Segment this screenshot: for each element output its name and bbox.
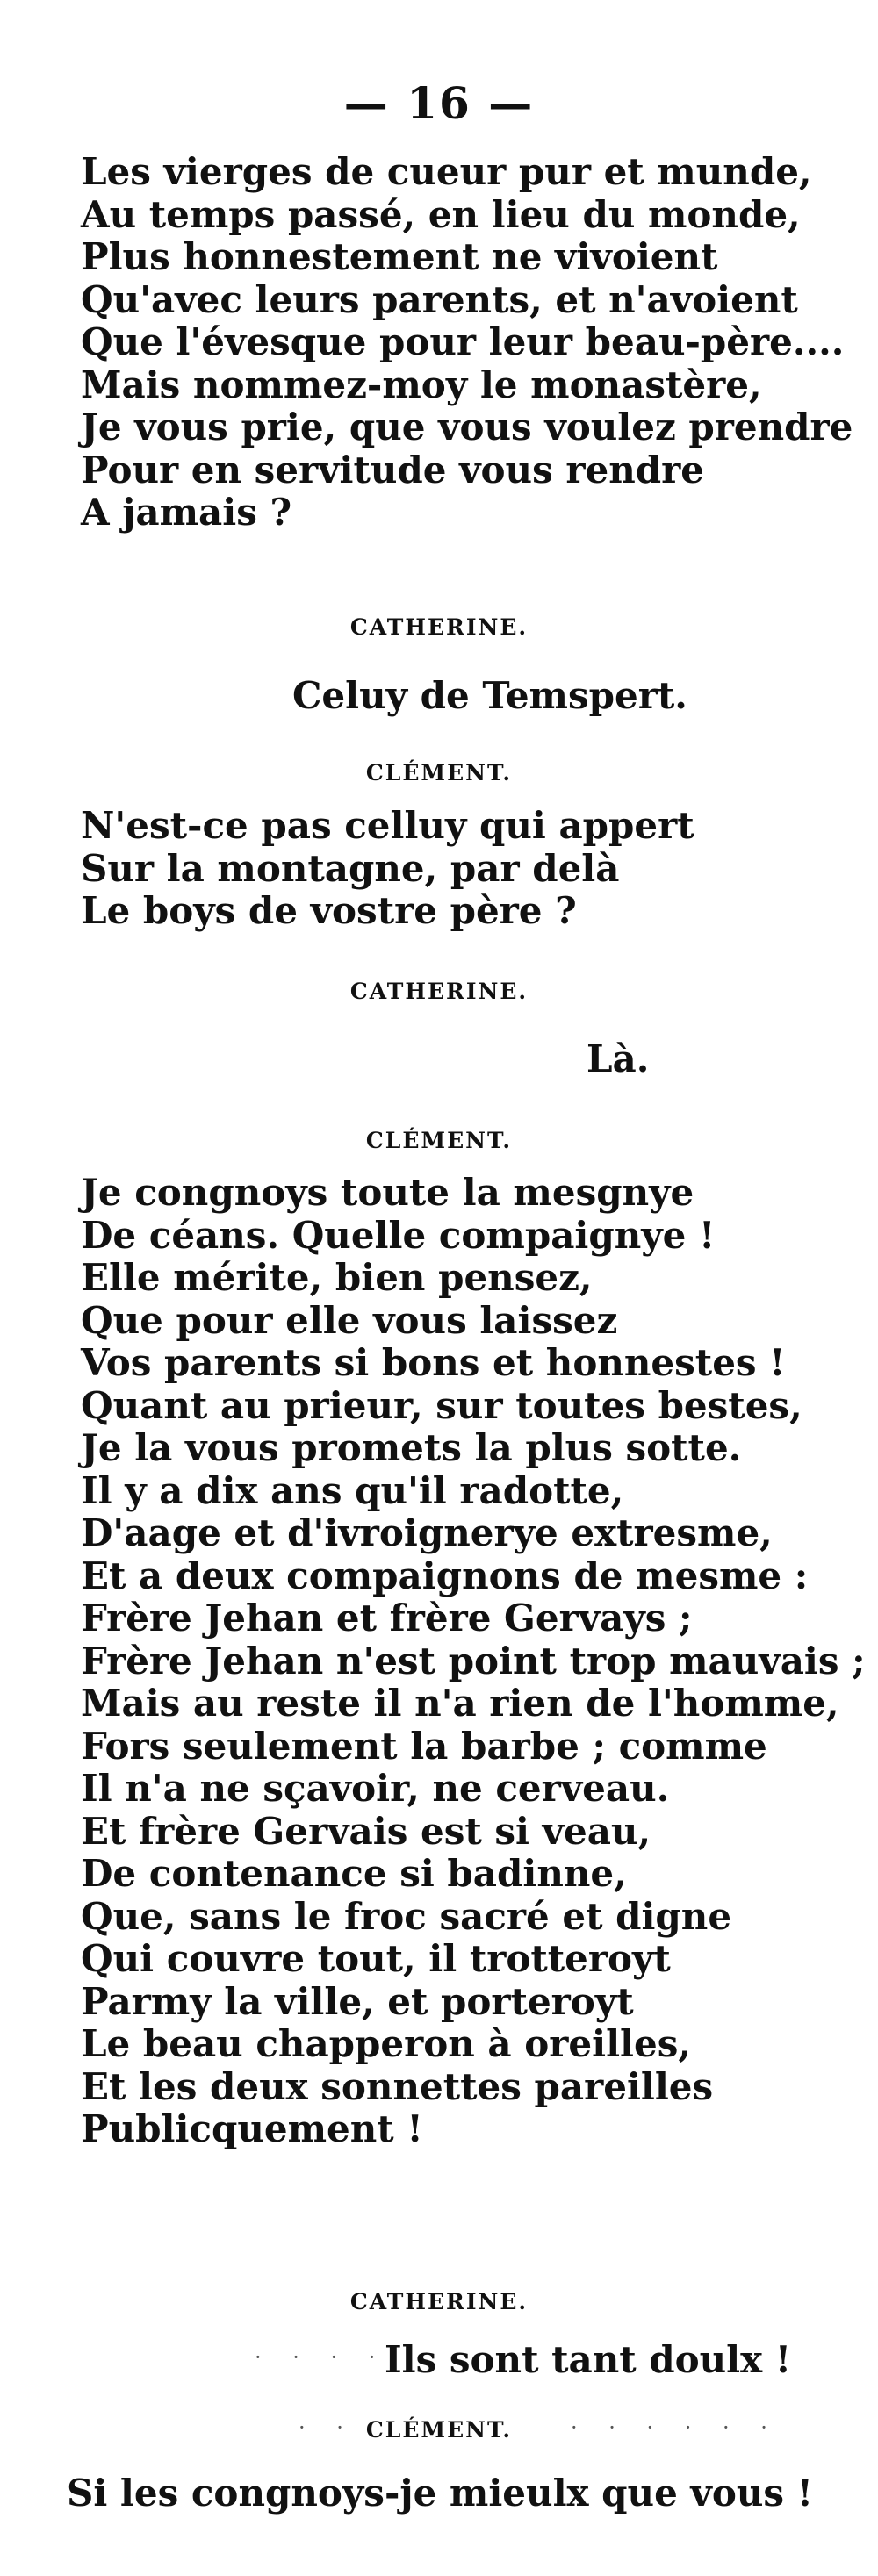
verse-line: Sur la montagne, par delà	[81, 846, 620, 890]
speaker-name: CLÉMENT.	[365, 2417, 513, 2443]
print-specks: · ·	[299, 2415, 356, 2440]
verse-line: Et a deux compaignons de mesme :	[81, 1553, 809, 1597]
verse-line: D'aage et d'ivroignerye extresme,	[81, 1511, 773, 1554]
verse-line: Que pour elle vous laissez	[81, 1298, 618, 1342]
verse-line: Le boys de vostre père ?	[81, 889, 577, 932]
verse-line: Quant au prieur, sur toutes bestes,	[81, 1383, 802, 1427]
verse-line: Frère Jehan n'est point trop mauvais ;	[81, 1639, 866, 1683]
dialogue-reply: Là.	[587, 1037, 650, 1080]
speaker-name: CATHERINE.	[349, 614, 529, 640]
verse-line: Je la vous promets la plus sotte.	[81, 1426, 742, 1469]
verse-line: N'est-ce pas celluy qui appert	[81, 804, 694, 847]
speaker-name: CLÉMENT.	[365, 760, 513, 786]
verse-line: Qu'avec leurs parents, et n'avoient	[81, 277, 798, 321]
verse-line: Frère Jehan et frère Gervays ;	[81, 1597, 693, 1640]
verse-line: Qui couvre tout, il trotteroyt	[81, 1937, 671, 1980]
verse-line: Il y a dix ans qu'il radotte,	[81, 1468, 624, 1512]
verse-stanza-3	[81, 1172, 866, 2151]
verse-line: Je vous prie, que vous voulez prendre	[81, 405, 853, 448]
verse-line: Au temps passé, en lieu du monde,	[81, 192, 801, 236]
verse-line: Parmy la ville, et porteroyt	[81, 1979, 634, 2023]
verse-line: Pour en servitude vous rendre	[81, 448, 704, 492]
speaker-name: CLÉMENT.	[365, 1128, 513, 1153]
verse-line: Vos parents si bons et honnestes !	[81, 1341, 786, 1384]
dialogue-reply: Si les congnoys-je mieulx que vous !	[67, 2472, 814, 2515]
verse-line: Elle mérite, bien pensez,	[81, 1256, 593, 1299]
page-number: — 16 —	[343, 77, 535, 129]
verse-line: Mais au reste il n'a rien de l'homme,	[81, 1682, 839, 1725]
print-specks: · · · · · ·	[571, 2415, 780, 2440]
verse-line: Que, sans le froc sacré et digne	[81, 1894, 732, 1938]
verse-line: Que l'évesque pour leur beau-père....	[81, 320, 845, 363]
verse-line: A jamais ?	[81, 491, 292, 534]
print-specks: · · · ·	[255, 2345, 388, 2370]
verse-line: Publicquement !	[81, 2107, 423, 2150]
verse-line: Les vierges de cueur pur et munde,	[81, 150, 812, 193]
verse-line: Mais nommez-moy le monastère,	[81, 362, 762, 406]
dialogue-reply: Ils sont tant doulx !	[385, 2338, 792, 2381]
verse-line: Et les deux sonnettes pareilles	[81, 2064, 714, 2108]
speaker-name: CATHERINE.	[349, 979, 529, 1004]
verse-line: Le beau chapperon à oreilles,	[81, 2022, 691, 2065]
verse-line: Plus honnestement ne vivoient	[81, 235, 718, 278]
verse-line: Et frère Gervais est si veau,	[81, 1809, 651, 1853]
speaker-name: CATHERINE.	[349, 2289, 529, 2314]
verse-line: Je congnoys toute la mesgnye	[81, 1171, 694, 1214]
verse-line: Fors seulement la barbe ; comme	[81, 1724, 767, 1768]
verse-stanza-2	[81, 805, 694, 933]
dialogue-reply: Celuy de Temspert.	[292, 674, 687, 717]
verse-line: De contenance si badinne,	[81, 1852, 627, 1895]
verse-line: Il n'a ne sçavoir, ne cerveau.	[81, 1767, 670, 1810]
verse-stanza-1	[81, 151, 853, 535]
verse-line: De céans. Quelle compaignye !	[81, 1213, 716, 1257]
